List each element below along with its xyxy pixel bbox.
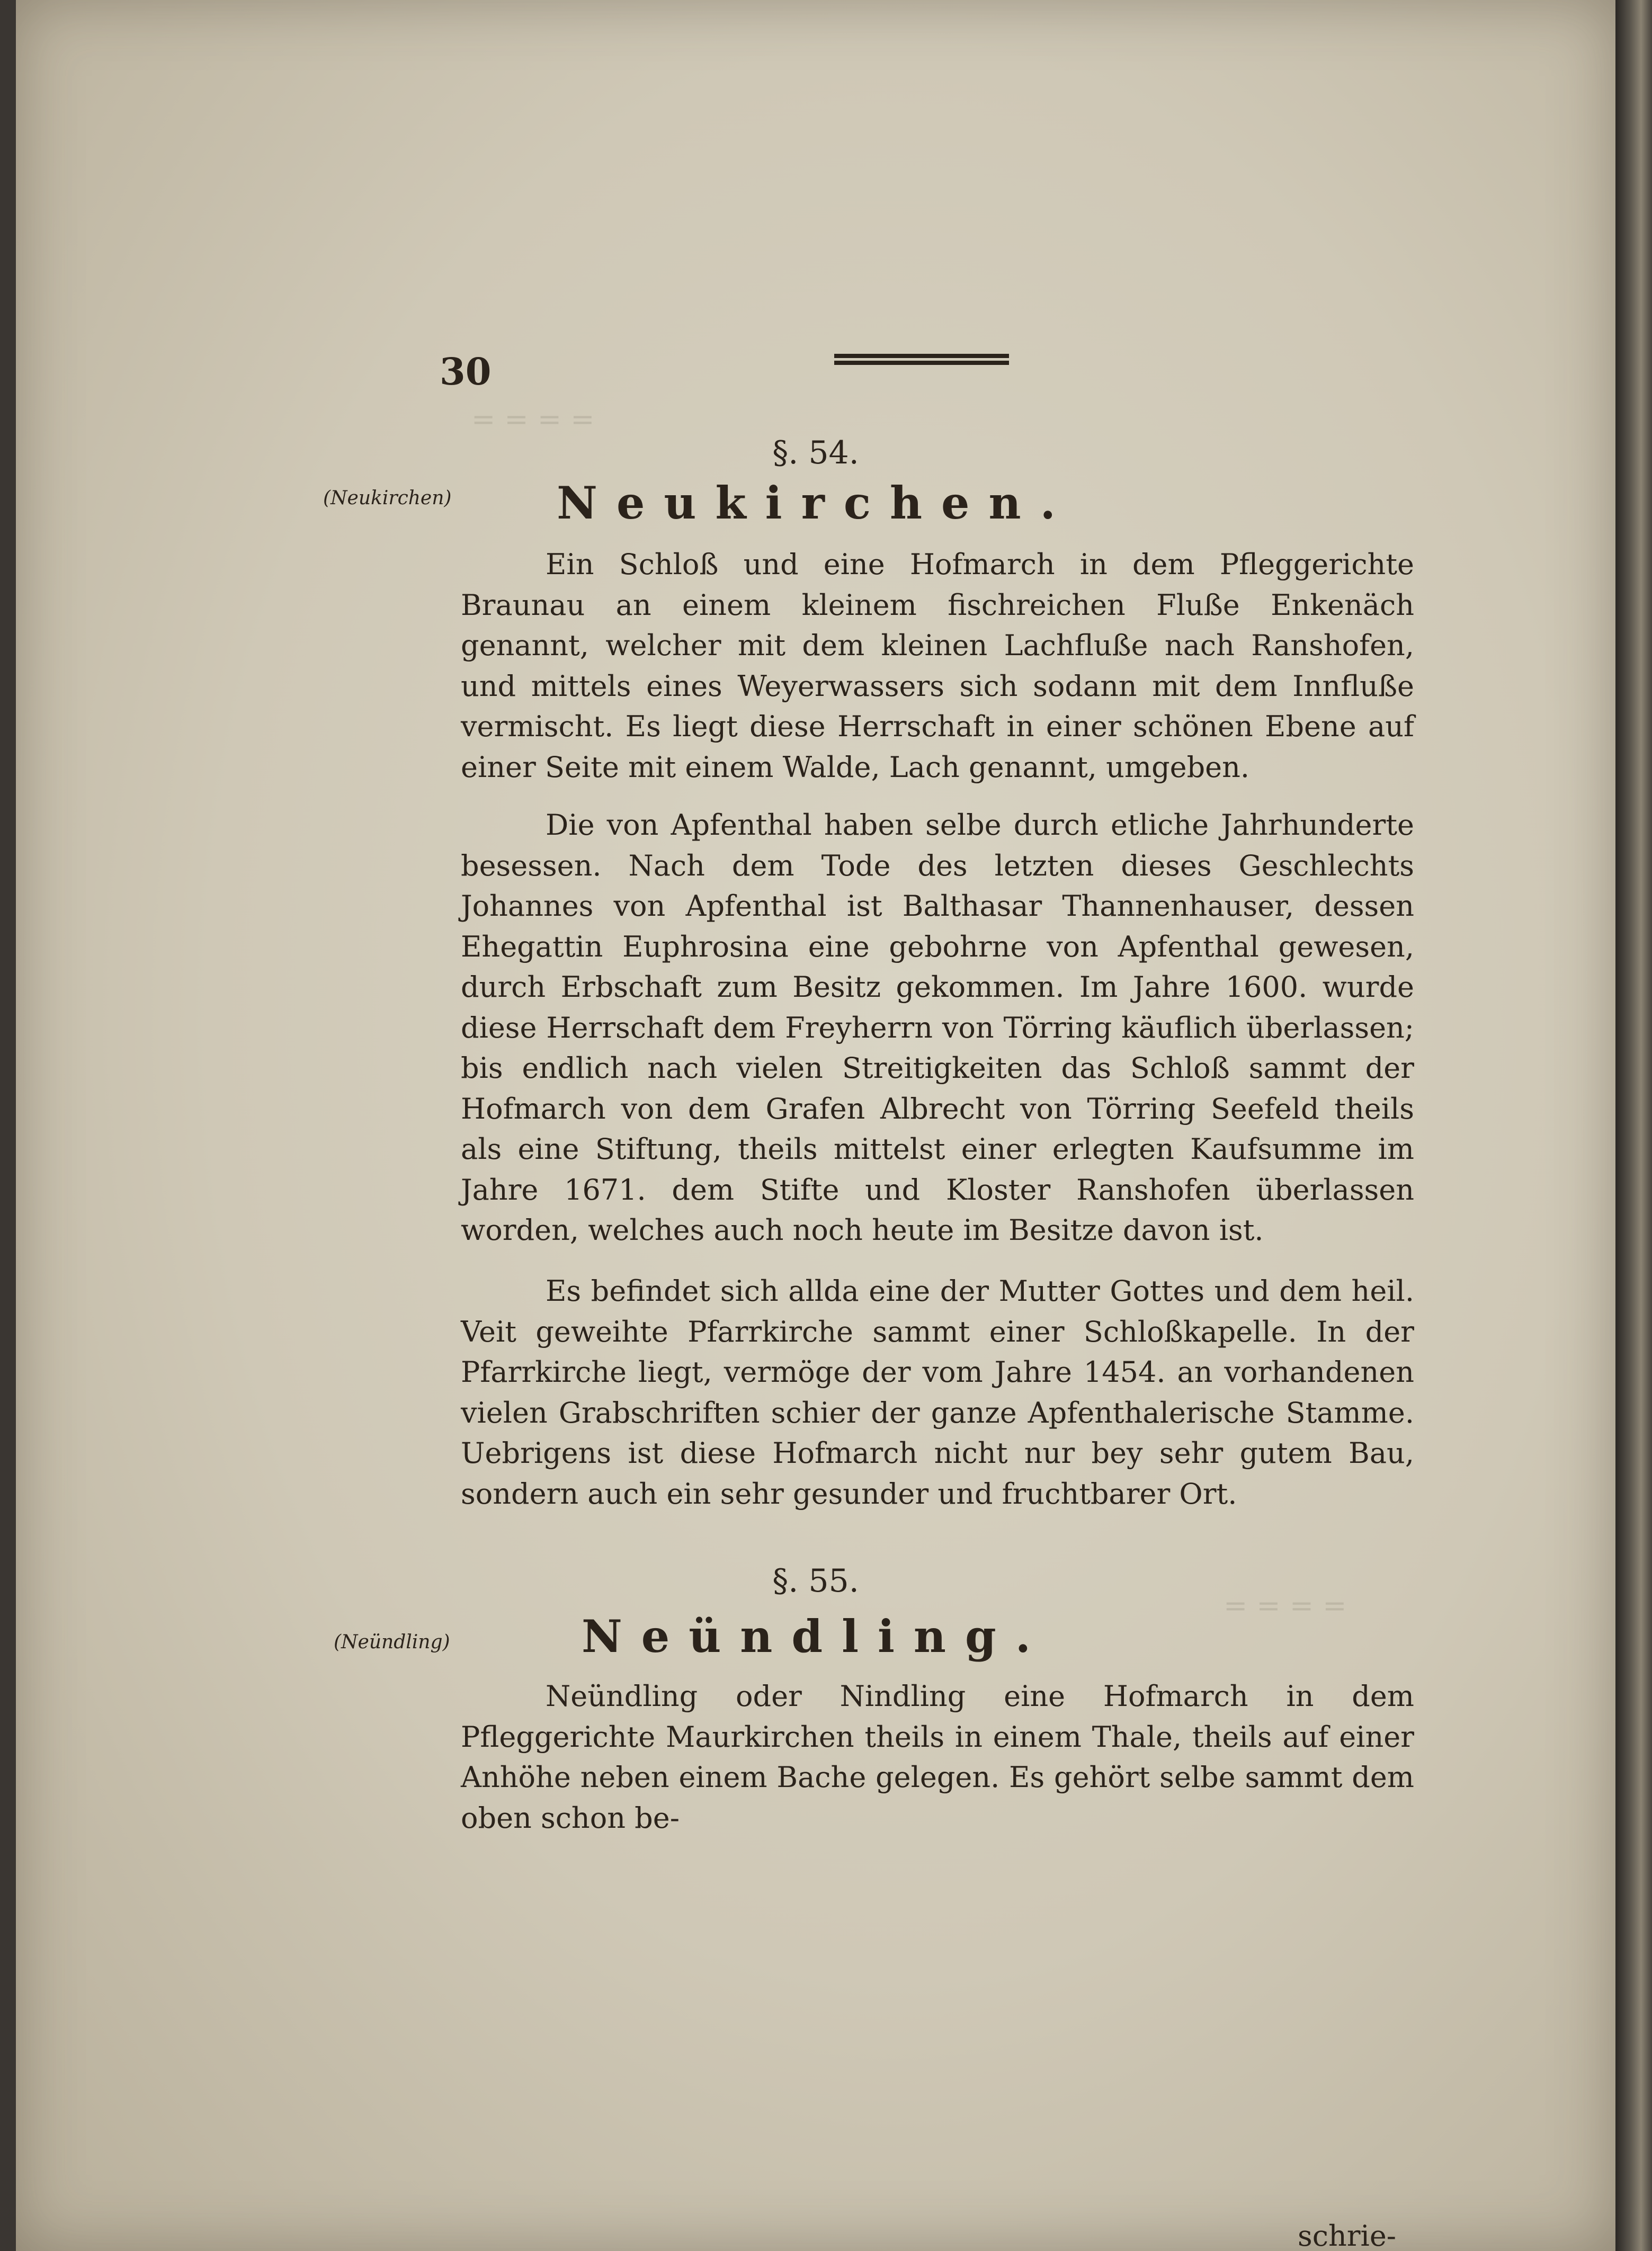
section-mark-54: §. 54.	[772, 434, 859, 471]
margin-note-neuendling: (Neündling)	[334, 1631, 450, 1653]
page-number: 30	[440, 350, 492, 394]
book-page: = = = = = = = = 30 §. 54. (Neukirchen) Neukirchen. Ein Schloß und eine Hofmarch in dem Pfleggerichte Braunau an einem kleinem fischreichen Fluße Enkenäch genannt, welcher mit dem kleinen Lachfluße nach Ranshofen, und mittels eines Weyerwassers sich sodann mit dem Innfluße vermischt. Es liegt diese Herrschaft in einer schönen Ebene auf einer Seite mit einem Walde, Lach genannt, umgeben. Die von Apfenthal haben selbe durch etliche Jahrhunderte besessen. Nach dem Tode des letzten dieses Geschlechts Johannes von Apfenthal ist Balthasar Thannenhauser, dessen Ehegattin Euphrosina eine gebohrne von Apfenthal gewesen, durch Erbschaft zum Besitz gekommen. Im Jahre 1600. wurde diese Herrschaft dem Freyherrn von Törring käuflich überlassen; bis endlich nach vielen Streitigkeiten das Schloß sammt der Hofmarch von dem Grafen Albrecht von Törring Seefeld theils als eine Stiftung, theils mittelst einer erlegten Kaufsumme im Jahre 1671. dem Stifte und Kloster Ranshofen überlassen worden, welches auch noch heute im Besitze davon ist. Es befindet sich allda eine der Mutter Gottes und dem heil. Veit geweihte Pfarrkirche sammt einer Schloßkapelle. In der Pfarrkirche liegt, vermöge der vom Jahre 1454. an vorhandenen vielen Grabschriften schier der ganze Apfenthalerische Stamme. Uebrigens ist diese Hofmarch nicht nur bey sehr gutem Bau, sondern auch ein sehr gesunder und fruchtbarer Ort. §. 55. (Neündling) Neündling. Neündling oder Nindling eine Hofmarch in dem Pfleggerichte Maurkirchen theils in einem Thale, theils auf einer Anhöhe neben einem Bache gelegen. Es gehört selbe sammt dem oben schon be- schrie-	[16, 0, 1615, 2251]
paragraph-54-2: Die von Apfenthal haben selbe durch etliche Jahrhunderte besessen. Nach dem Tode des letzten dieses Geschlechts Johannes von Apfenthal ist Balthasar Thannenhauser, dessen Ehegattin Euphrosina eine gebohrne von Apfenthal gewesen, durch Erbschaft zum Besitz gekommen. Im Jahre 1600. wurde diese Herrschaft dem Freyherrn von Törring käuflich überlassen; bis endlich nach vielen Streitigkeiten das Schloß sammt der Hofmarch von dem Grafen Albrecht von Törring Seefeld theils als eine Stiftung, theils mittelst einer erlegten Kaufsumme im Jahre 1671. dem Stifte und Kloster Ranshofen überlassen worden, welches auch noch heute im Besitze davon ist.	[461, 808, 1414, 1247]
section-mark-55: §. 55.	[772, 1562, 859, 1600]
header-rule	[834, 354, 1009, 372]
paragraph-54-3: Es befindet sich allda eine der Mutter Gottes und dem heil. Veit geweihte Pfarrkirche sammt einer Schloßkapelle. In der Pfarrkirche liegt, vermöge der vom Jahre 1454. an vorhandenen vielen Grabschriften schier der ganze Apfenthalerische Stamme. Uebrigens ist diese Hofmarch nicht nur bey sehr gutem Bau, sondern auch ein sehr gesunder und fruchtbarer Ort.	[461, 1274, 1414, 1511]
book-spine	[1615, 0, 1652, 2251]
section-title-neukirchen: Neukirchen.	[557, 477, 1075, 529]
margin-note-neukirchen: (Neukirchen)	[323, 487, 452, 509]
paragraph-55-1: Neündling oder Nindling eine Hofmarch in dem Pfleggerichte Maurkirchen theils in einem Thale, theils auf einer Anhöhe neben einem Bache gelegen. Es gehört selbe sammt dem oben schon be-	[461, 1680, 1414, 1835]
paragraph-54-1: Ein Schloß und eine Hofmarch in dem Pfleggerichte Braunau an einem kleinem fischreichen Fluße Enkenäch genannt, welcher mit dem kleinen Lachfluße nach Ranshofen, und mittels eines Weyerwassers sich sodann mit dem Innfluße vermischt. Es liegt diese Herrschaft in einer schönen Ebene auf einer Seite mit einem Walde, Lach genannt, umgeben.	[461, 548, 1414, 784]
catchword: schrie-	[1298, 2219, 1397, 2251]
section-title-neuendling: Neündling.	[582, 1610, 1050, 1663]
